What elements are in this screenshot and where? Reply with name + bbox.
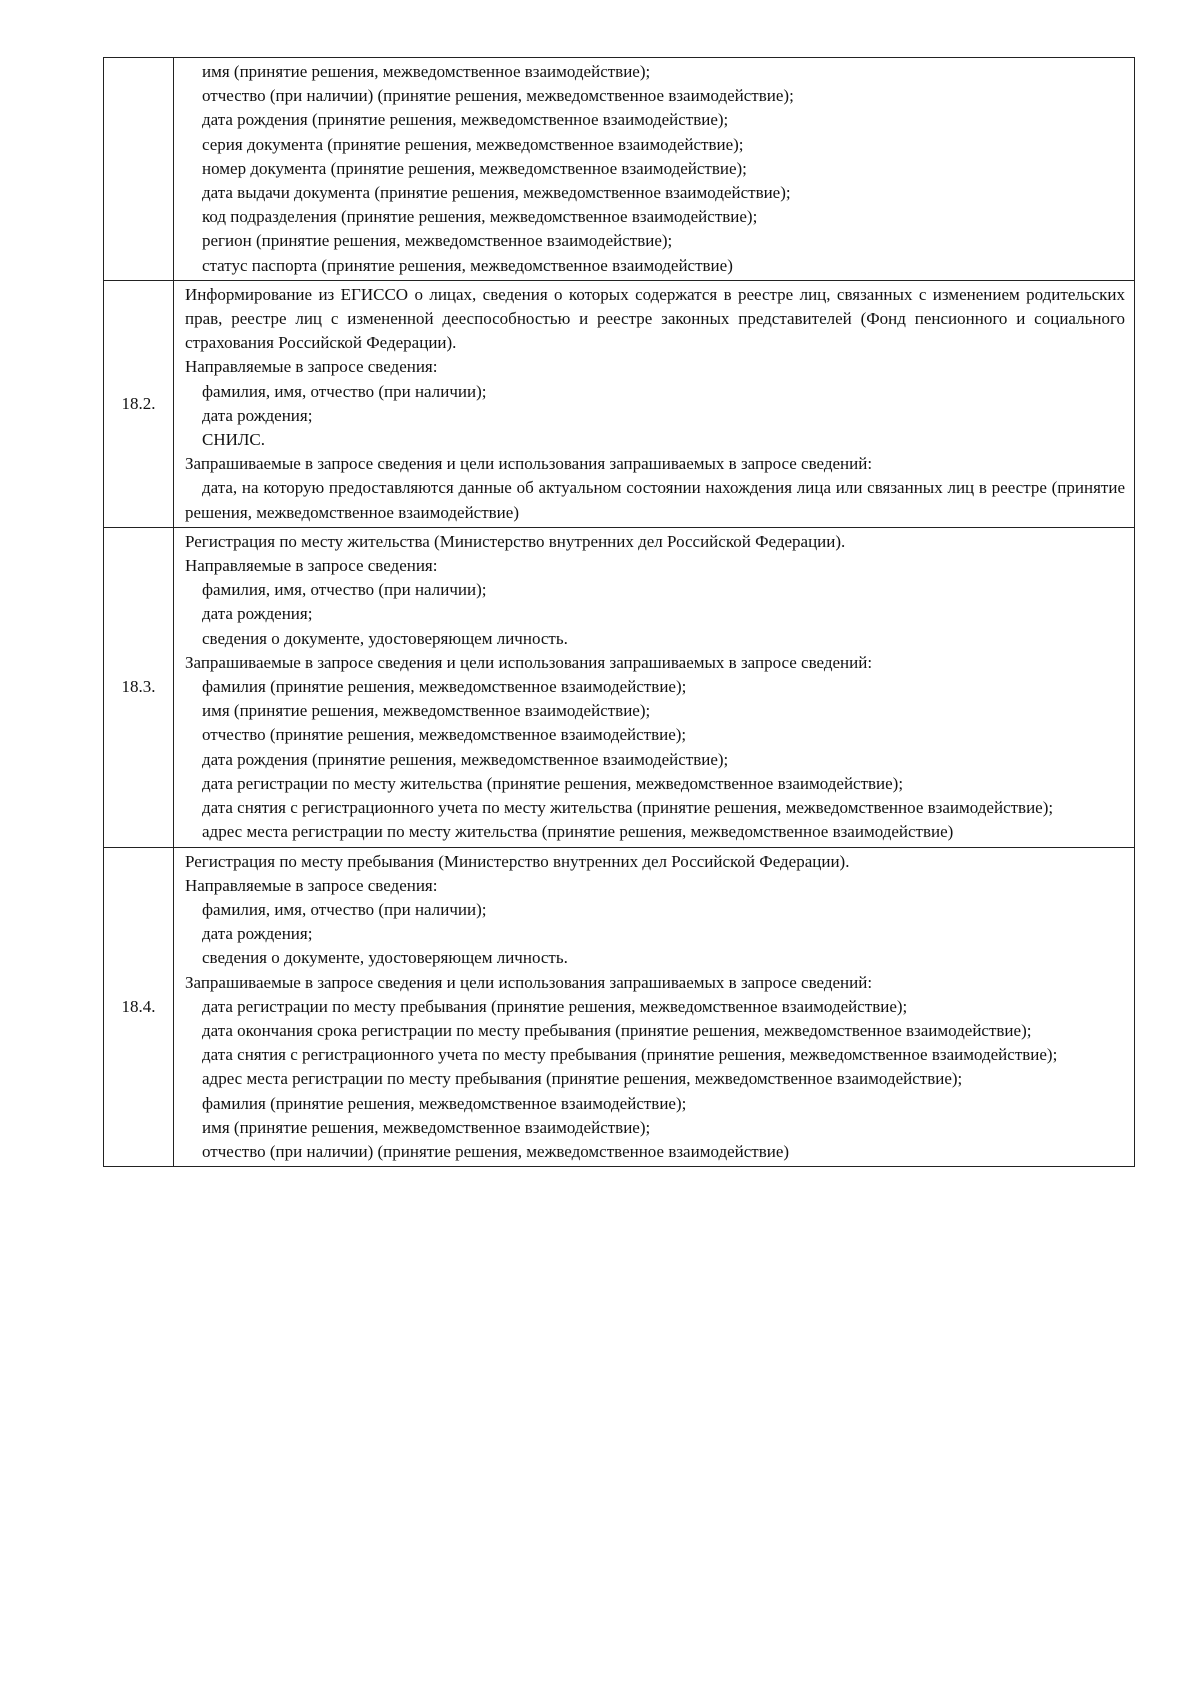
content-line: Запрашиваемые в запросе сведения и цели использования запрашиваемых в запросе сведений: — [185, 454, 873, 474]
row-content — [174, 847, 1135, 1167]
table-row — [104, 58, 1135, 281]
table-row — [104, 847, 1135, 1167]
content-line: дата, на которую предоставляются данные об актуальном состоянии нахождения лица или связанных лиц в реестре (принятие решения, межведомственное взаимодействие) — [185, 478, 1125, 522]
document-table — [103, 57, 1135, 1167]
row-content — [174, 527, 1135, 847]
content-line: Запрашиваемые в запросе сведения и цели использования запрашиваемых в запросе сведений: — [185, 972, 873, 992]
row-number: 18.3. — [104, 527, 174, 847]
row-number: 18.2. — [104, 280, 174, 527]
row-content — [174, 58, 1135, 281]
content-line: фамилия, имя, отчество (при наличии); — [202, 580, 487, 600]
table-row — [104, 527, 1135, 847]
table-row — [104, 280, 1135, 527]
content-line: отчество (принятие решения, межведомственное взаимодействие); — [202, 725, 687, 745]
content-line: имя (принятие решения, межведомственное взаимодействие); — [202, 1117, 651, 1137]
content-line: серия документа (принятие решения, межведомственное взаимодействие); — [202, 134, 744, 154]
content-line: дата рождения (принятие решения, межведомственное взаимодействие); — [202, 749, 729, 769]
content-line: регион (принятие решения, межведомственное взаимодействие); — [202, 231, 673, 251]
content-line: имя (принятие решения, межведомственное взаимодействие); — [202, 62, 651, 81]
content-line: фамилия (принятие решения, межведомственное взаимодействие); — [202, 677, 687, 697]
content-line: дата снятия с регистрационного учета по месту жительства (принятие решения, межведомственное взаимодействие); — [202, 798, 1054, 818]
content-line: дата рождения; — [202, 924, 313, 944]
row-number — [104, 58, 174, 281]
content-line: дата выдачи документа (принятие решения, межведомственное взаимодействие); — [202, 183, 791, 203]
row-content — [174, 280, 1135, 527]
content-line: фамилия, имя, отчество (при наличии); — [202, 899, 487, 919]
content-line: фамилия (принятие решения, межведомственное взаимодействие); — [202, 1093, 687, 1113]
content-line: дата окончания срока регистрации по месту пребывания (принятие решения, межведомственное взаимодействие); — [202, 1020, 1032, 1040]
row-number: 18.4. — [104, 847, 174, 1167]
content-line: дата рождения; — [202, 405, 313, 425]
content-line: отчество (при наличии) (принятие решения, межведомственное взаимодействие); — [202, 86, 794, 106]
content-line: фамилия, имя, отчество (при наличии); — [202, 381, 487, 401]
content-line: статус паспорта (принятие решения, межведомственное взаимодействие) — [202, 255, 733, 275]
content-line: Направляемые в запросе сведения: — [185, 357, 438, 377]
content-line: Регистрация по месту пребывания (Министерство внутренних дел Российской Федерации). — [185, 851, 850, 871]
content-line: адрес места регистрации по месту жительства (принятие решения, межведомственное взаимодействие) — [202, 822, 954, 842]
content-line: код подразделения (принятие решения, межведомственное взаимодействие); — [202, 207, 758, 227]
content-line: Направляемые в запросе сведения: — [185, 875, 438, 895]
content-line: номер документа (принятие решения, межведомственное взаимодействие); — [202, 158, 747, 178]
content-line: Регистрация по месту жительства (Министерство внутренних дел Российской Федерации). — [185, 531, 846, 551]
content-line: СНИЛС. — [202, 430, 266, 450]
content-line: дата регистрации по месту жительства (принятие решения, межведомственное взаимодействие); — [202, 773, 904, 793]
content-line: Запрашиваемые в запросе сведения и цели использования запрашиваемых в запросе сведений: — [185, 652, 873, 672]
content-line: Направляемые в запросе сведения: — [185, 556, 438, 576]
content-line: дата рождения; — [202, 604, 313, 624]
content-line: отчество (при наличии) (принятие решения, межведомственное взаимодействие) — [202, 1141, 790, 1161]
content-line: дата регистрации по месту пребывания (принятие решения, межведомственное взаимодействие); — [202, 996, 908, 1016]
content-line: сведения о документе, удостоверяющем личность. — [202, 628, 568, 648]
content-line: дата рождения (принятие решения, межведомственное взаимодействие); — [202, 110, 729, 130]
content-line: дата снятия с регистрационного учета по месту пребывания (принятие решения, межведомственное взаимодействие); — [202, 1045, 1058, 1065]
content-line: имя (принятие решения, межведомственное взаимодействие); — [202, 701, 651, 721]
content-line: адрес места регистрации по месту пребывания (принятие решения, межведомственное взаимодействие); — [202, 1069, 963, 1089]
content-line: Информирование из ЕГИССО о лицах, сведения о которых содержатся в реестре лиц, связанных с изменением родительских прав, реестре лиц с измененной дееспособностью и реестре законных представителей (Фонд пенсионного и социального страхования Российской Федерации). — [185, 284, 1125, 353]
content-line: сведения о документе, удостоверяющем личность. — [202, 948, 568, 968]
